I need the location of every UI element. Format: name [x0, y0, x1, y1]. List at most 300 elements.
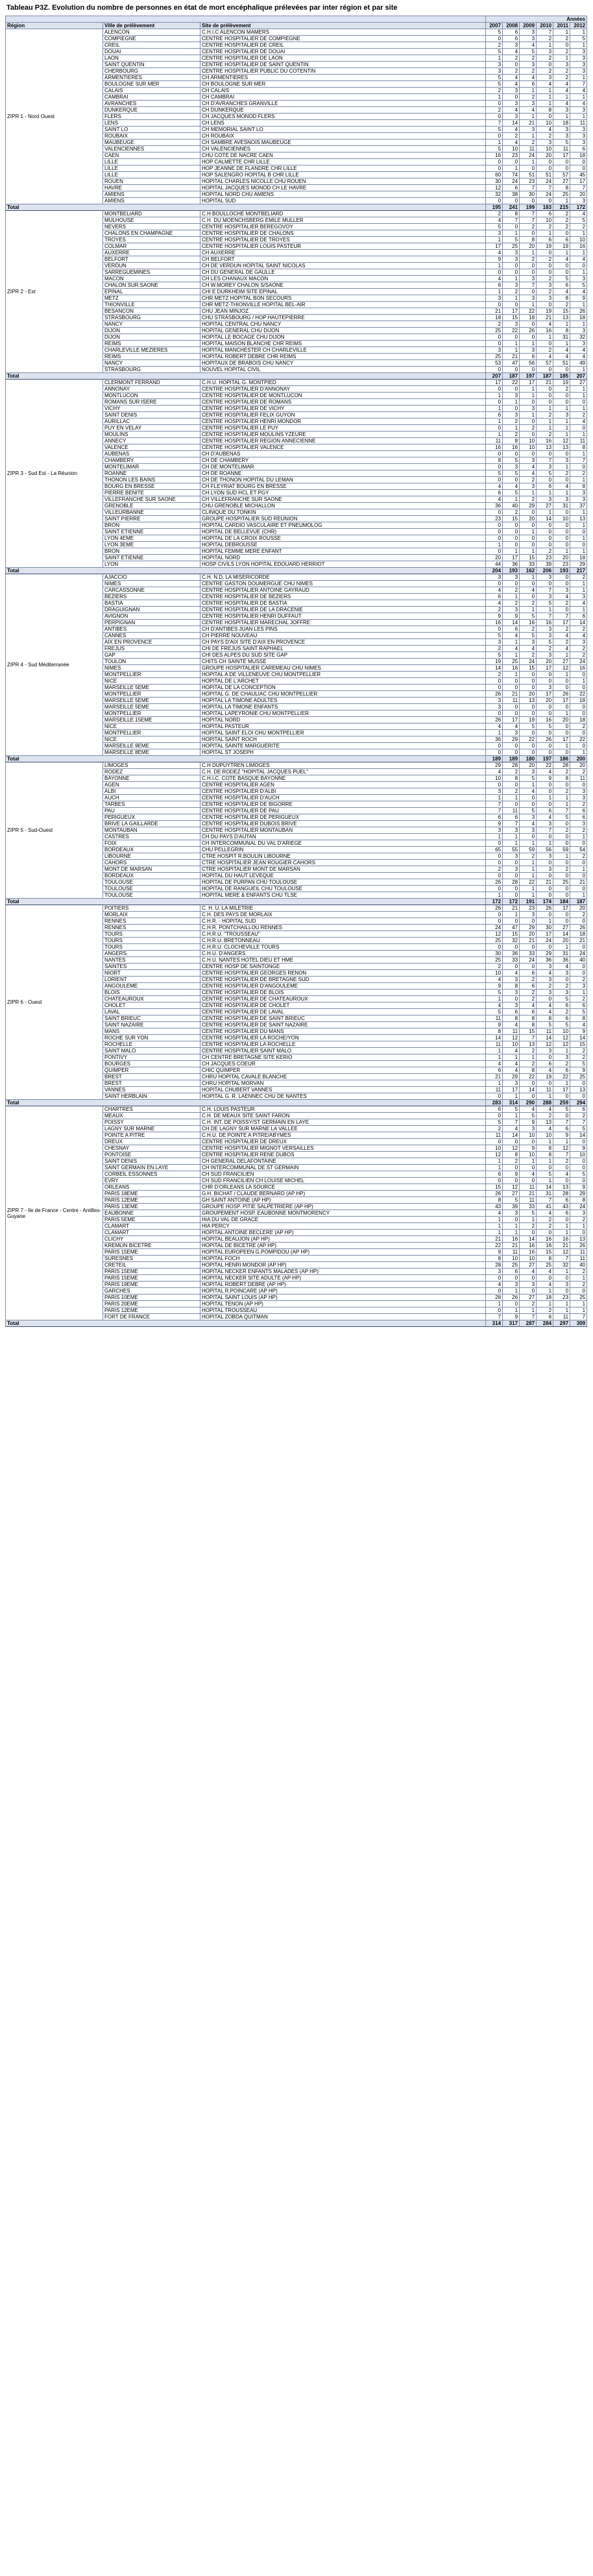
ville-cell: CHATEAUROUX [103, 996, 200, 1002]
value-cell: 3 [520, 1126, 537, 1132]
value-cell: 23 [537, 555, 553, 561]
value-cell: 54 [570, 847, 587, 853]
ville-cell: NANCY [103, 360, 200, 367]
value-cell: 3 [570, 140, 587, 146]
value-cell: 0 [537, 581, 553, 587]
value-cell: 13 [520, 698, 537, 704]
total-value-cell: 204 [486, 568, 503, 574]
value-cell: 3 [503, 393, 520, 399]
value-cell: 11 [553, 1314, 570, 1320]
value-cell: 18 [520, 315, 537, 321]
value-cell: 16 [570, 665, 587, 672]
value-cell: 3 [503, 42, 520, 49]
site-cell: CH VILLEFRANCHE SUR SAONE [200, 496, 486, 503]
value-cell: 5 [537, 723, 553, 730]
value-cell: 6 [553, 1067, 570, 1074]
value-cell: 17 [503, 555, 520, 561]
value-cell: 1 [570, 406, 587, 412]
value-cell: 1 [553, 1048, 570, 1054]
value-cell: 12 [553, 1145, 570, 1152]
value-cell: 0 [520, 704, 537, 711]
site-cell: HOPITAL A DE VILLENEUVE CHU MONTPELLIER [200, 672, 486, 678]
value-cell: 25 [486, 938, 503, 944]
site-cell: GROUPE HOSPITALIER CAREMEAU CHU NIMES [200, 665, 486, 672]
site-cell: CHI DE FREJUS SAINT RAPHAEL [200, 646, 486, 652]
ville-cell: SAINT GERMAIN EN LAYE [103, 1165, 200, 1171]
value-cell: 0 [537, 165, 553, 172]
ville-cell: SAINT BRIEUC [103, 1015, 200, 1022]
value-cell: 10 [553, 516, 570, 522]
header-year: 2012 [570, 23, 587, 29]
site-cell: CH DE LAGNY SUR MARNE LA VALLEE [200, 1126, 486, 1132]
value-cell: 0 [520, 367, 537, 373]
value-cell: 16 [537, 438, 553, 444]
site-cell: C.H.I.C ALENCON MAMERS [200, 29, 486, 36]
total-value-cell: 162 [520, 568, 537, 574]
total-value-cell: 294 [570, 1100, 587, 1106]
ville-cell: NANTES [103, 957, 200, 964]
ville-cell: CLICHY [103, 1236, 200, 1243]
value-cell: 0 [520, 801, 537, 808]
value-cell: 40 [570, 957, 587, 964]
value-cell: 2 [486, 88, 503, 94]
value-cell: 3 [537, 652, 553, 659]
value-cell: 0 [503, 451, 520, 457]
value-cell: 1 [570, 94, 587, 101]
value-cell: 8 [520, 1022, 537, 1028]
value-cell: 7 [553, 613, 570, 620]
value-cell: 0 [486, 477, 503, 483]
value-cell: 8 [486, 1256, 503, 1262]
total-value-cell: 180 [520, 756, 537, 762]
value-cell: 12 [486, 185, 503, 191]
site-cell: CENTRE HOSPITALIER D'AUCH [200, 795, 486, 801]
value-cell: 0 [503, 94, 520, 101]
ville-cell: BELFORT [103, 256, 200, 263]
total-value-cell: 172 [486, 899, 503, 905]
ville-cell: AMIENS [103, 198, 200, 204]
value-cell: 28 [486, 1262, 503, 1269]
total-value-cell: 287 [520, 1320, 537, 1327]
value-cell: 6 [520, 1009, 537, 1015]
value-cell: 1 [570, 114, 587, 120]
value-cell: 0 [537, 529, 553, 535]
value-cell: 0 [570, 1158, 587, 1165]
ville-cell: ARMENTIERES [103, 75, 200, 81]
site-cell: HOPITAL DE PURPAN CHU TOULOUSE [200, 879, 486, 886]
value-cell: 4 [553, 646, 570, 652]
ville-cell: SURESNES [103, 1256, 200, 1262]
value-cell: 5 [486, 470, 503, 477]
value-cell: 0 [553, 723, 570, 730]
value-cell: 6 [570, 814, 587, 821]
value-cell: 1 [570, 367, 587, 373]
value-cell: 6 [520, 970, 537, 977]
site-cell: C.H. DES PAYS DE MORLAIX [200, 912, 486, 918]
value-cell: 7 [570, 1314, 587, 1320]
value-cell: 0 [503, 1139, 520, 1145]
value-cell: 1 [486, 1054, 503, 1061]
ville-cell: VILLEFRANCHE SUR SAONE [103, 496, 200, 503]
value-cell: 3 [537, 594, 553, 600]
ville-cell: BEZIERS [103, 594, 200, 600]
value-cell: 1 [570, 477, 587, 483]
site-cell: CENTRE HOSPITALIER DE COMPIEGNE [200, 36, 486, 42]
value-cell: 2 [503, 769, 520, 775]
value-cell: 23 [503, 152, 520, 159]
site-cell: CH INTERCOMMUNAL DU VAL D'ARIEGE [200, 840, 486, 847]
ville-cell: SAINT NAZAIRE [103, 1022, 200, 1028]
site-cell: HOPITAL MERE & ENFANTS CHU TLSE [200, 892, 486, 899]
value-cell: 5 [503, 490, 520, 496]
value-cell: 1 [503, 425, 520, 431]
value-cell: 26 [537, 905, 553, 912]
data-table [5, 16, 587, 1327]
value-cell: 4 [520, 646, 537, 652]
value-cell: 3 [520, 406, 537, 412]
value-cell: 18 [486, 315, 503, 321]
value-cell: 0 [553, 1093, 570, 1100]
value-cell: 1 [553, 321, 570, 328]
value-cell: 0 [553, 367, 570, 373]
value-cell: 39 [537, 561, 553, 568]
value-cell: 1 [503, 912, 520, 918]
value-cell: 0 [503, 581, 520, 587]
site-cell: CENTRE HOSPITALIER DU MANS [200, 1028, 486, 1035]
value-cell: 24 [570, 951, 587, 957]
ville-cell: CAHORS [103, 860, 200, 866]
value-cell: 6 [553, 237, 570, 243]
value-cell: 2 [553, 1158, 570, 1165]
value-cell: 4 [553, 289, 570, 295]
value-cell: 2 [503, 431, 520, 438]
total-row [6, 204, 587, 211]
value-cell: 6 [537, 237, 553, 243]
value-cell: 3 [503, 990, 520, 996]
table-row [6, 905, 587, 912]
value-cell: 13 [537, 444, 553, 451]
value-cell: 1 [570, 866, 587, 873]
value-cell: 15 [553, 308, 570, 315]
value-cell: 31 [553, 334, 570, 341]
value-cell: 2 [520, 1223, 537, 1230]
value-cell: 4 [570, 211, 587, 217]
value-cell: 1 [486, 1217, 503, 1223]
value-cell: 0 [486, 548, 503, 555]
total-label: Total [6, 899, 486, 905]
value-cell: 0 [553, 1275, 570, 1282]
site-cell: HOPITAL FOCH [200, 1256, 486, 1262]
value-cell: 11 [486, 1087, 503, 1093]
value-cell: 19 [553, 243, 570, 250]
site-cell: CH BELFORT [200, 256, 486, 263]
value-cell: 3 [537, 626, 553, 633]
ville-cell: SAINT ETIENNE [103, 529, 200, 535]
value-cell: 40 [503, 503, 520, 509]
site-cell: CH D'ANTIBES JUAN LES PINS [200, 626, 486, 633]
value-cell: 2 [570, 1054, 587, 1061]
site-cell: CENTRE HOSPITALIER ANTOINE GAYRAUD [200, 587, 486, 594]
value-cell: 25 [486, 354, 503, 360]
value-cell: 0 [486, 464, 503, 470]
site-cell: HOPITAL LA TIMONE ADULTES [200, 698, 486, 704]
ville-cell: ANNECY [103, 438, 200, 444]
ville-cell: SAINTES [103, 964, 200, 970]
value-cell: 4 [503, 483, 520, 490]
value-cell: 0 [503, 477, 520, 483]
value-cell: 0 [553, 607, 570, 613]
value-cell: 26 [537, 736, 553, 743]
value-cell: 2 [553, 224, 570, 230]
value-cell: 1 [486, 431, 503, 438]
value-cell: 9 [486, 821, 503, 827]
ville-cell: RENNES [103, 918, 200, 925]
value-cell: 1 [570, 678, 587, 685]
ville-cell: LILLE [103, 172, 200, 178]
total-row [6, 1320, 587, 1327]
value-cell: 17 [553, 620, 570, 626]
value-cell: 20 [537, 659, 553, 665]
value-cell: 0 [553, 509, 570, 516]
value-cell: 12 [486, 1152, 503, 1158]
value-cell: 2 [570, 769, 587, 775]
value-cell: 24 [537, 938, 553, 944]
value-cell: 26 [570, 925, 587, 931]
value-cell: 3 [486, 1269, 503, 1275]
site-cell: CH LES CHANAUX MACON [200, 276, 486, 282]
site-cell: CHIC QUIMPER [200, 1067, 486, 1074]
value-cell: 0 [503, 743, 520, 749]
site-cell: CH SUD FRANCILIEN CH LOUISE MICHEL [200, 1178, 486, 1184]
value-cell: 1 [537, 1093, 553, 1100]
total-value-cell: 193 [553, 568, 570, 574]
value-cell: 10 [520, 1132, 537, 1139]
value-cell: 1 [570, 834, 587, 840]
value-cell: 0 [537, 1054, 553, 1061]
value-cell: 21 [537, 879, 553, 886]
ville-cell: HAVRE [103, 185, 200, 191]
value-cell: 0 [520, 964, 537, 970]
value-cell: 1 [553, 55, 570, 62]
value-cell: 23 [520, 905, 537, 912]
value-cell: 3 [570, 107, 587, 114]
value-cell: 3 [570, 496, 587, 503]
value-cell: 0 [537, 451, 553, 457]
value-cell: 0 [486, 165, 503, 172]
value-cell: 3 [570, 1210, 587, 1217]
value-cell: 1 [537, 334, 553, 341]
value-cell: 1 [570, 269, 587, 276]
total-row [6, 899, 587, 905]
value-cell: 1 [553, 114, 570, 120]
ville-cell: ROCHE SUR YON [103, 1035, 200, 1041]
value-cell: 4 [486, 1210, 503, 1217]
site-cell: HOPITAL DE LA CROIX ROUSSE [200, 535, 486, 542]
ville-cell: DIJON [103, 328, 200, 334]
value-cell: 2 [486, 607, 503, 613]
value-cell: 3 [537, 990, 553, 996]
ville-cell: CANNES [103, 633, 200, 639]
ville-cell: BOURGES [103, 1061, 200, 1067]
value-cell: 9 [570, 1067, 587, 1074]
value-cell: 7 [570, 457, 587, 464]
ville-cell: NIMES [103, 665, 200, 672]
value-cell: 1 [537, 795, 553, 801]
ville-cell: TARBES [103, 801, 200, 808]
value-cell: 26 [570, 1243, 587, 1249]
value-cell: 20 [520, 691, 537, 698]
value-cell: 1 [520, 250, 537, 256]
value-cell: 29 [503, 736, 520, 743]
value-cell: 0 [486, 853, 503, 860]
ville-cell: MONTBELIARD [103, 211, 200, 217]
value-cell: 0 [537, 678, 553, 685]
ville-cell: PARIS 15EME [103, 1249, 200, 1256]
value-cell: 0 [520, 944, 537, 951]
ville-cell: SAINT PIERRE [103, 516, 200, 522]
value-cell: 19 [537, 1074, 553, 1080]
ville-cell: NIMES [103, 581, 200, 587]
site-cell: CH PAYS D'AIX SITE D'AIX EN PROVENCE [200, 639, 486, 646]
value-cell: 0 [486, 678, 503, 685]
value-cell: 1 [537, 1139, 553, 1145]
value-cell: 0 [570, 1178, 587, 1184]
site-cell: CENTRE HOSPITALIER DE BRETAGNE SUD [200, 977, 486, 983]
value-cell: 4 [537, 1282, 553, 1288]
value-cell: 0 [537, 386, 553, 393]
value-cell: 4 [503, 81, 520, 88]
value-cell: 12 [503, 1035, 520, 1041]
value-cell: 5 [570, 1061, 587, 1067]
value-cell: 3 [537, 866, 553, 873]
value-cell: 0 [486, 341, 503, 347]
value-cell: 3 [486, 62, 503, 68]
value-cell: 0 [520, 431, 537, 438]
ville-cell: MARSEILLE 9EME [103, 743, 200, 749]
ville-cell: PARIS 12EME [103, 1307, 200, 1314]
value-cell: 2 [553, 211, 570, 217]
value-cell: 0 [537, 749, 553, 756]
value-cell: 3 [503, 607, 520, 613]
value-cell: 2 [537, 983, 553, 990]
value-cell: 14 [520, 1236, 537, 1243]
value-cell: 0 [553, 912, 570, 918]
value-cell: 3 [553, 496, 570, 503]
value-cell: 0 [520, 749, 537, 756]
value-cell: 56 [520, 360, 537, 367]
value-cell: 1 [486, 542, 503, 548]
value-cell: 20 [520, 762, 537, 769]
site-cell: CENTRE HOSPITALIER FELIX GUYON [200, 412, 486, 419]
value-cell: 4 [537, 1067, 553, 1074]
value-cell: 1 [520, 866, 537, 873]
value-cell: 2 [503, 68, 520, 75]
ville-cell: THONON LES BAINS [103, 477, 200, 483]
value-cell: 26 [486, 717, 503, 723]
value-cell: 16 [537, 328, 553, 334]
value-cell: 0 [570, 711, 587, 717]
ville-cell: PONTIVY [103, 1054, 200, 1061]
value-cell: 0 [503, 711, 520, 717]
value-cell: 0 [486, 114, 503, 120]
value-cell: 8 [570, 483, 587, 490]
value-cell: 2 [570, 646, 587, 652]
ville-cell: CHARLEVILLE MEZIERES [103, 347, 200, 354]
value-cell: 0 [553, 542, 570, 548]
value-cell: 15 [570, 1041, 587, 1048]
site-cell: HOPITAL MANCHESTER CH CHARLEVILLE [200, 347, 486, 354]
ville-cell: POINTE A PITRE [103, 1132, 200, 1139]
value-cell: 5 [520, 1210, 537, 1217]
value-cell: 16 [520, 1249, 537, 1256]
site-cell: GH SAINT ANTOINE (AP HP) [200, 1197, 486, 1204]
value-cell: 1 [537, 94, 553, 101]
ville-cell: GRENOBLE [103, 503, 200, 509]
value-cell: 9 [486, 256, 503, 263]
value-cell: 2 [520, 996, 537, 1002]
value-cell: 18 [570, 152, 587, 159]
site-cell: CENTRE HOSPITALIER AGEN [200, 782, 486, 788]
ville-cell: PERPIGNAN [103, 620, 200, 626]
value-cell: 7 [537, 29, 553, 36]
value-cell: 4 [537, 354, 553, 360]
value-cell: 1 [503, 594, 520, 600]
value-cell: 0 [553, 393, 570, 399]
value-cell: 23 [520, 178, 537, 185]
value-cell: 8 [520, 1015, 537, 1022]
header-year: 2010 [537, 23, 553, 29]
value-cell: 1 [553, 406, 570, 412]
value-cell: 25 [503, 243, 520, 250]
value-cell: 5 [537, 1171, 553, 1178]
value-cell: 1 [553, 1230, 570, 1236]
site-cell: HOPITAL CENTRAL CHU NANCY [200, 321, 486, 328]
total-value-cell: 241 [503, 204, 520, 211]
value-cell: 0 [537, 114, 553, 120]
site-cell: CH ARMENTIERES [200, 75, 486, 81]
value-cell: 3 [553, 587, 570, 594]
ville-cell: BORDEAUX [103, 873, 200, 879]
value-cell: 2 [553, 769, 570, 775]
ville-cell: BRIVE LA GAILLARDE [103, 821, 200, 827]
table-row [6, 29, 587, 36]
value-cell: 7 [486, 120, 503, 127]
value-cell: 3 [553, 990, 570, 996]
value-cell: 9 [570, 1184, 587, 1191]
site-cell: CENTRE HOSPITALIER HENRI MONDOR [200, 419, 486, 425]
value-cell: 0 [503, 542, 520, 548]
value-cell: 0 [570, 1165, 587, 1171]
ville-cell: BLOIS [103, 990, 200, 996]
value-cell: 17 [553, 698, 570, 704]
value-cell: 0 [537, 393, 553, 399]
site-cell: C.H.R. PONTCHAILLOU RENNES [200, 925, 486, 931]
ville-cell: MARSEILLE 8EME [103, 749, 200, 756]
value-cell: 3 [520, 276, 537, 282]
value-cell: 2 [520, 94, 537, 101]
value-cell: 5 [486, 1119, 503, 1126]
value-cell: 7 [520, 211, 537, 217]
value-cell: 3 [486, 698, 503, 704]
value-cell: 2 [570, 626, 587, 633]
value-cell: 0 [503, 535, 520, 542]
site-cell: HIA DU VAL DE GRACE [200, 1217, 486, 1223]
value-cell: 3 [503, 827, 520, 834]
value-cell: 4 [520, 1269, 537, 1275]
value-cell: 3 [503, 250, 520, 256]
site-cell: HOPITAL SUD [200, 198, 486, 204]
value-cell: 1 [486, 1165, 503, 1171]
